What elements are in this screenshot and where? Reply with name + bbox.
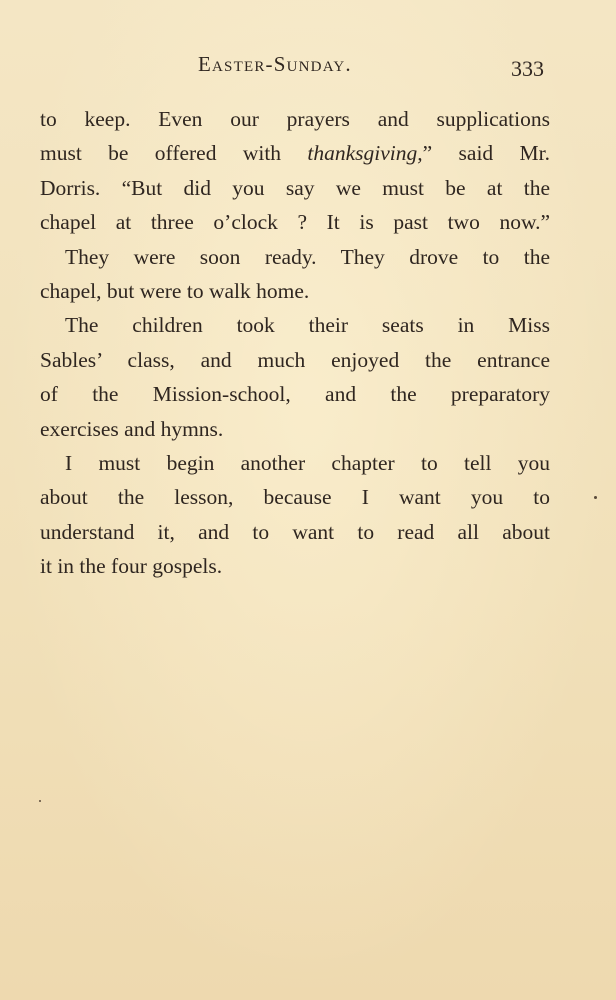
paper-speck (39, 800, 41, 802)
running-title: Easter-Sunday. (198, 52, 352, 76)
text-line-2-after: ” said Mr. (422, 141, 550, 166)
text-line-5: They were soon ready. They drove to the (65, 244, 550, 269)
text-line-6: chapel, but were to walk home. (40, 278, 310, 303)
text-line-2-italic: thanksgiving, (307, 141, 423, 166)
text-line-4: chapel at three o’clock ? It is past two now.” (40, 210, 550, 235)
running-head (0, 52, 616, 82)
page-number: 333 (511, 56, 544, 81)
text-line-11: I must begin another chapter to tell you (65, 450, 550, 475)
text-line-8: Sables’ class, and much enjoyed the entrance (40, 347, 550, 372)
paper-speck (594, 496, 597, 499)
text-line-1: to keep. Even our prayers and supplications (40, 107, 550, 131)
text-line-3: Dorris. “But did you say we must be at the (40, 175, 550, 200)
text-line-2 (40, 136, 550, 170)
text-line-12: about the lesson, because I want you to (40, 485, 550, 510)
text-line-13: understand it, and to want to read all about (40, 519, 550, 544)
text-line-9: of the Mission-school, and the preparatory (40, 382, 550, 407)
text-line-14: it in the four gospels. (40, 554, 223, 579)
text-line-7: The children took their seats in Miss (65, 313, 550, 338)
body-text (40, 102, 550, 583)
text-line-10: exercises and hymns. (40, 416, 224, 441)
text-line-2-before: must be offered with (40, 141, 308, 166)
